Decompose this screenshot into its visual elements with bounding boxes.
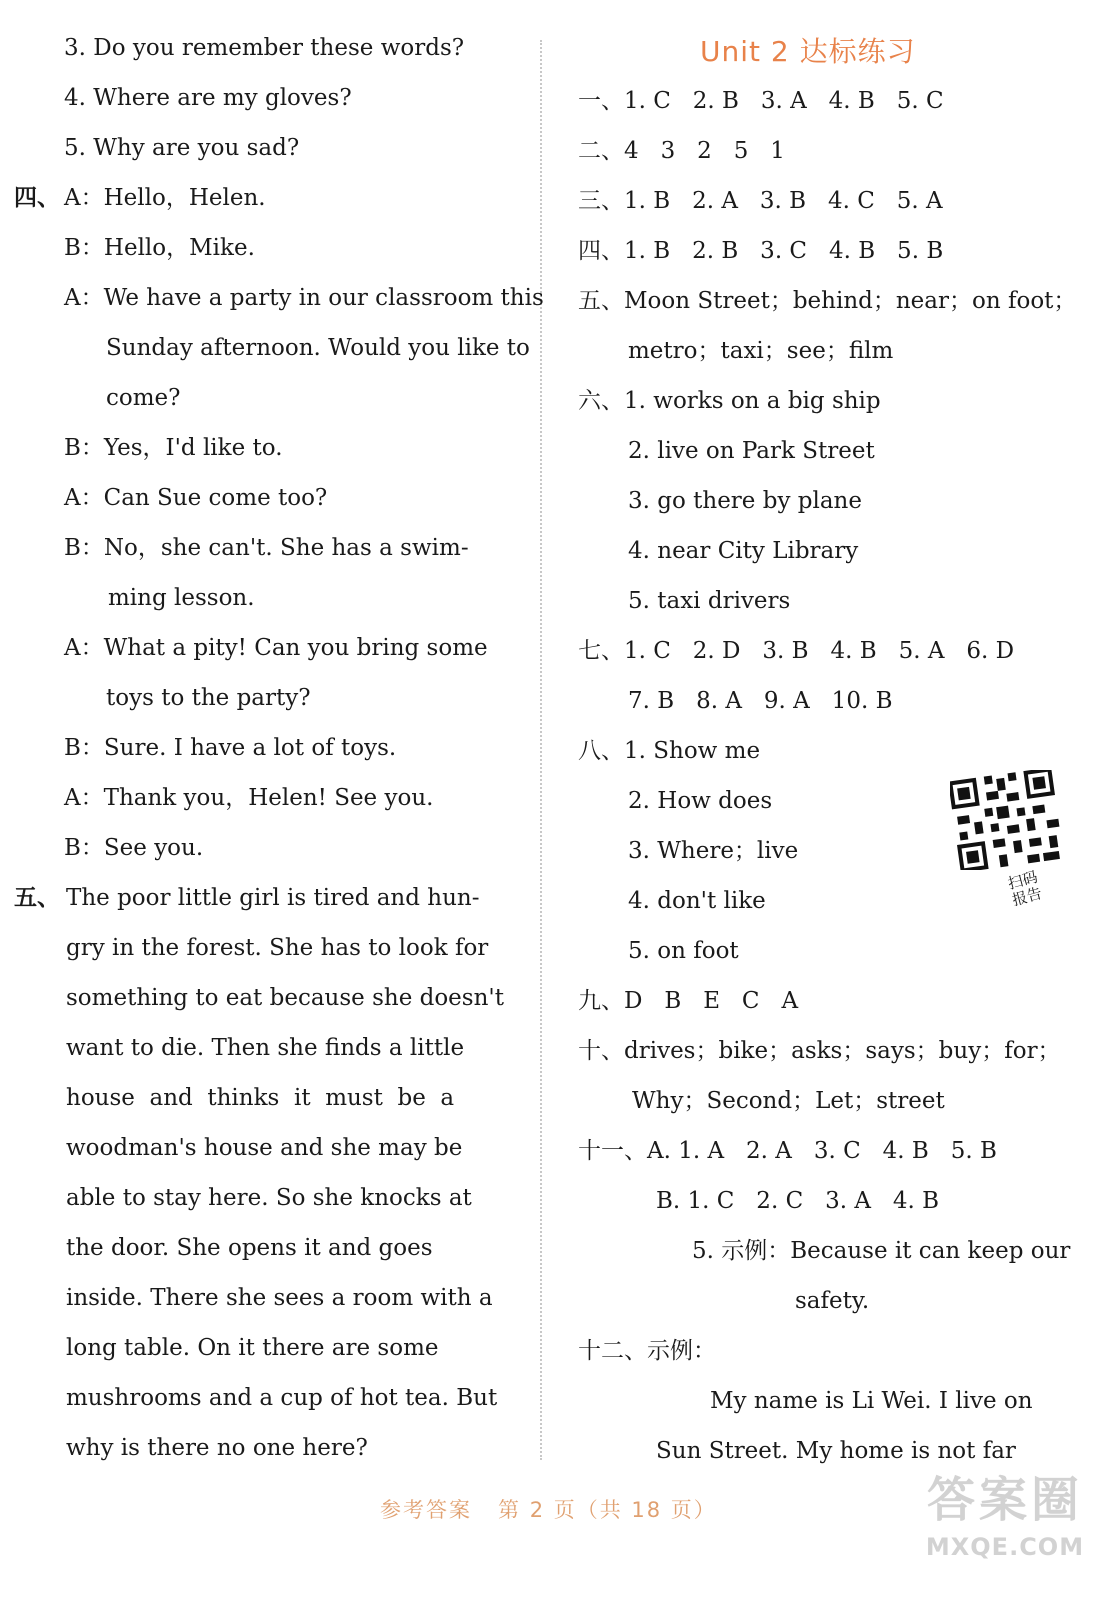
dialogue-line: ming lesson.	[108, 585, 255, 611]
dialogue-line: A：Can Sue come too?	[64, 485, 328, 511]
answer-line: 4. don't like	[628, 888, 766, 914]
story-line: inside. There she sees a room with a	[66, 1285, 493, 1311]
page-footer: 参考答案 第 2 页（共 18 页）	[380, 1498, 717, 1522]
story-line: why is there no one here?	[66, 1435, 368, 1461]
watermark-url: MXQE.COM	[925, 1533, 1085, 1561]
answer-line: 一、1. C 2. B 3. A 4. B 5. C	[578, 88, 944, 114]
answer-line: 3. Where；live	[628, 838, 799, 864]
dialogue-line: A：We have a party in our classroom this	[64, 285, 544, 311]
dialogue-line: A：Hello，Helen.	[64, 185, 266, 211]
story-line: woodman's house and she may be	[66, 1135, 463, 1161]
answer-line: 六、1. works on a big ship	[578, 388, 881, 414]
story-line: able to stay here. So she knocks at	[66, 1185, 472, 1211]
story-line: the door. She opens it and goes	[66, 1235, 433, 1261]
column-divider	[540, 40, 542, 1460]
story-line: long table. On it there are some	[66, 1335, 439, 1361]
answer-line: 3. go there by plane	[628, 488, 862, 514]
story-line: something to eat because she doesn't	[66, 985, 504, 1011]
dialogue-line: B：Sure. I have a lot of toys.	[64, 735, 397, 761]
answer-line: 十一、A. 1. A 2. A 3. C 4. B 5. B	[578, 1138, 997, 1164]
qr-caption: 扫码 报告	[1005, 867, 1044, 910]
story-line: The poor little girl is tired and hun-	[66, 885, 480, 911]
answer-line: 十、drives；bike；asks；says；buy；for；	[578, 1038, 1061, 1064]
answer-line: metro；taxi；see；film	[628, 338, 894, 364]
answer-line: 三、1. B 2. A 3. B 4. C 5. A	[578, 188, 943, 214]
answer-line: 四、1. B 2. B 3. C 4. B 5. B	[578, 238, 944, 264]
answer-line: 九、D B E C A	[578, 988, 799, 1014]
story-line: house and thinks it must be a	[66, 1085, 455, 1111]
section-four-heading: 四、	[14, 184, 60, 211]
answer-line: My name is Li Wei. I live on	[710, 1388, 1033, 1414]
dialogue-line: toys to the party?	[106, 685, 311, 711]
qr-code-icon[interactable]	[950, 770, 1062, 870]
dialogue-line: B：Hello，Mike.	[64, 235, 255, 261]
answer-line: 2. How does	[628, 788, 773, 814]
dialogue-line: B：No，she can't. She has a swim-	[64, 535, 469, 561]
story-line: want to die. Then she finds a little	[66, 1035, 465, 1061]
answer-line: 五、Moon Street；behind；near；on foot；	[578, 288, 1077, 314]
answer-line: 二、4 3 2 5 1	[578, 138, 785, 164]
section-five-heading: 五、	[14, 884, 60, 911]
answer-line: 八、1. Show me	[578, 738, 761, 764]
dialogue-line: A：Thank you，Helen! See you.	[64, 785, 434, 811]
dialogue-line: come?	[106, 385, 181, 411]
answer-line: 2. live on Park Street	[628, 438, 875, 464]
dialogue-line: B：Yes，I'd like to.	[64, 435, 283, 461]
answer-line: safety.	[795, 1288, 870, 1314]
answer-line: 7. B 8. A 9. A 10. B	[628, 688, 893, 714]
answer-line: Why；Second；Let；street	[632, 1088, 945, 1114]
answer-line: 5. on foot	[628, 938, 739, 964]
answer-line: 十二、示例：	[578, 1338, 716, 1364]
left-line: 4. Where are my gloves?	[64, 85, 352, 111]
answer-line: 5. 示例：Because it can keep our	[692, 1238, 1071, 1264]
dialogue-line: B：See you.	[64, 835, 204, 861]
answer-line: 5. taxi drivers	[628, 588, 791, 614]
answer-line: 4. near City Library	[628, 538, 859, 564]
answer-line: B. 1. C 2. C 3. A 4. B	[656, 1188, 940, 1214]
watermark-logo: 答案圈	[926, 1472, 1083, 1528]
dialogue-line: A：What a pity! Can you bring some	[64, 635, 488, 661]
dialogue-line: Sunday afternoon. Would you like to	[106, 335, 530, 361]
left-line: 3. Do you remember these words?	[64, 35, 465, 61]
story-line: mushrooms and a cup of hot tea. But	[66, 1385, 498, 1411]
story-line: gry in the forest. She has to look for	[66, 935, 489, 961]
page-title: Unit 2 达标练习	[700, 35, 916, 68]
left-line: 5. Why are you sad?	[64, 135, 300, 161]
answer-line: Sun Street. My home is not far	[656, 1438, 1016, 1464]
answer-line: 七、1. C 2. D 3. B 4. B 5. A 6. D	[578, 638, 1015, 664]
